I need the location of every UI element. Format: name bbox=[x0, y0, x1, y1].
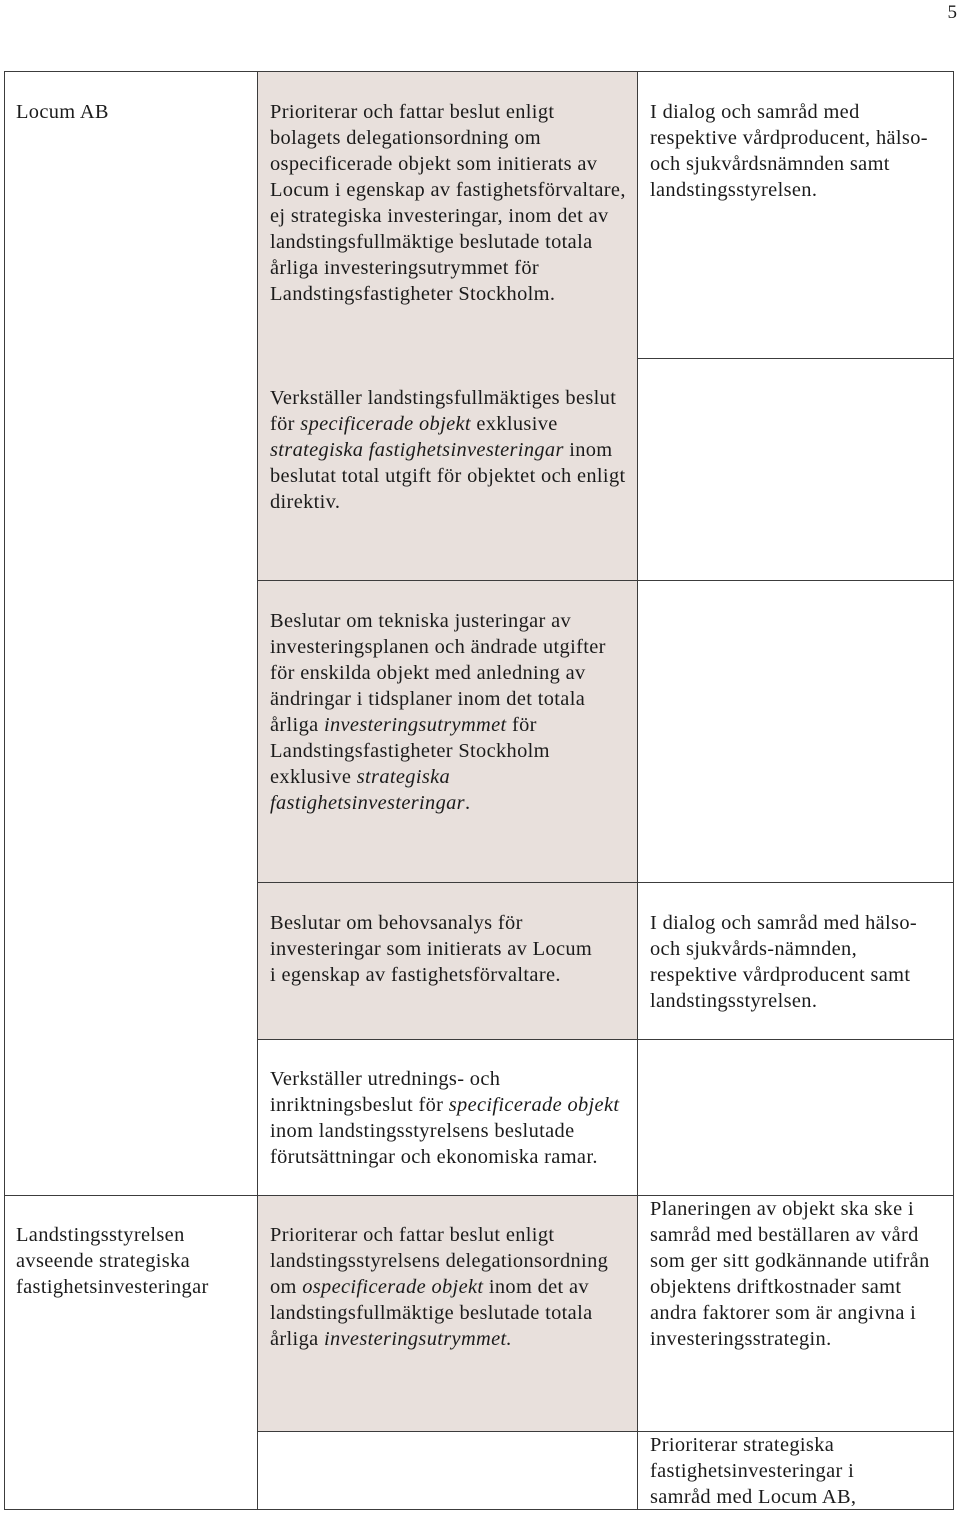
locum-priority-text: Prioriterar och fattar beslut enligt bolagets delegationsordning om ospecificerade objekt som initierats av Locum i egenskap av fastighetsförvaltare, ej strategiska investeringar, inom det av landstingsfullmäktige beslutade totala årliga investeringsutrymmet för Landstingsfastigheter Stockholm. bbox=[270, 101, 626, 305]
locum-adjustment-text: Beslutar om tekniska justeringar av investeringsplanen och ändrade utgifter för enskilda objekt med anledning av ändringar i tidsplaner inom det totala årliga investeringsutrymmet för Landstingsfastigheter Stockholm exklusive strategiska fastighetsinvesteringar. bbox=[270, 610, 606, 814]
org-name-landstingsstyrelsen: Landstingsstyrelsen avseende strategiska fastighetsinvesteringar bbox=[16, 1224, 209, 1298]
landsting-strategic-note: Prioriterar strategiska fastighetsinvesteringar i samråd med Locum AB, bbox=[650, 1434, 857, 1508]
landsting-planning-note: Planeringen av objekt ska ske i samråd med beställaren av vård som ger sitt godkännande utifrån objektens driftkostnader samt andra faktorer som är angivna i investeringsstrategin. bbox=[650, 1198, 930, 1350]
locum-needs-analysis-text: Beslutar om behovsanalys för investeringar som initierats av Locum i egenskap av fastighetsförvaltare. bbox=[270, 912, 593, 986]
locum-needs-dialog-note: I dialog och samråd med hälso- och sjukvårds-nämnden, respektive vårdproducent samt landstingsstyrelsen. bbox=[650, 912, 918, 1012]
landsting-priority-text: Prioriterar och fattar beslut enligt landstingsstyrelsens delegationsordning om ospecificerade objekt inom det av landstingsfullmäktige beslutade totala årliga investeringsutrymmet. bbox=[270, 1224, 609, 1350]
locum-execute-text: Verkställer landstingsfullmäktiges beslut för specificerade objekt exklusive strategiska fastighetsinvesteringar inom beslutat total utgift för objektet och enligt direktiv. bbox=[270, 387, 626, 513]
locum-investigation-text: Verkställer utrednings- och inriktningsbeslut för specificerade objekt inom landstingsstyrelsens beslutade förutsättningar och ekonomiska ramar. bbox=[270, 1068, 620, 1168]
page-number: 5 bbox=[947, 2, 957, 23]
locum-dialog-note: I dialog och samråd med respektive vårdproducent, hälso- och sjukvårdsnämnden samt landstingsstyrelsen. bbox=[650, 101, 928, 201]
org-name-locum: Locum AB bbox=[16, 101, 109, 123]
